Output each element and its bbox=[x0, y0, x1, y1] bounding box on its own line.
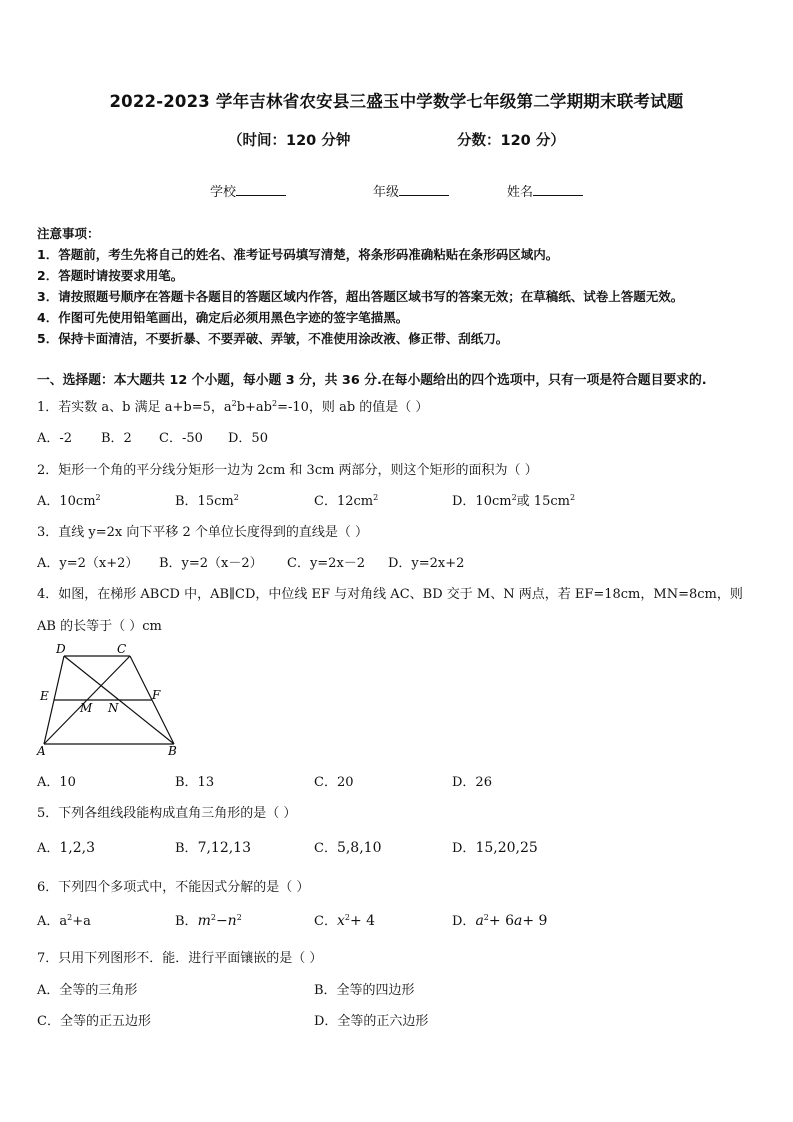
note-item: 2．答题时请按要求用笔。 bbox=[37, 268, 184, 283]
q6-sup: 2 bbox=[67, 913, 73, 922]
q6-c-x: x bbox=[336, 913, 345, 929]
question-3-stem: 3．直线 y=2x 向下平移 2 个单位长度得到的直线是（ ） bbox=[37, 525, 369, 540]
q2-sup: 2 bbox=[511, 493, 517, 502]
q6-prefix-d: D． bbox=[452, 914, 476, 929]
q6-a-rest: +a bbox=[72, 914, 91, 929]
q6-c-rest: + 4 bbox=[349, 913, 376, 929]
q6-prefix-a: A． bbox=[37, 914, 60, 929]
q1-option-c[interactable]: C．-50 bbox=[159, 431, 203, 446]
q5-value-b: 7,12,13 bbox=[197, 840, 251, 856]
q2-sup: 2 bbox=[95, 493, 101, 502]
q2-option-a-text: A．10cm bbox=[37, 494, 96, 509]
q5-option-b[interactable] bbox=[175, 837, 251, 856]
grade-blank bbox=[399, 183, 449, 196]
q5-value-a: 1,2,3 bbox=[59, 840, 96, 856]
label-c: C bbox=[117, 642, 127, 656]
q3-option-c[interactable]: C．y=2x－2 bbox=[287, 556, 366, 571]
name-blank bbox=[533, 183, 583, 196]
page-title: 2022-2023 学年吉林省农安县三盛玉中学数学七年级第二学期期末联考试题 bbox=[109, 92, 684, 111]
question-2-stem: 2．矩形一个角的平分线分矩形一边为 2cm 和 3cm 两部分，则这个矩形的面积为（ ） bbox=[37, 463, 538, 478]
q5-prefix-c: C． bbox=[314, 841, 337, 856]
q6-prefix-c: C． bbox=[314, 914, 337, 929]
q7-option-c[interactable]: C．全等的正五边形 bbox=[37, 1014, 151, 1029]
q3-option-d[interactable]: D．y=2x+2 bbox=[388, 556, 465, 571]
q5-option-d[interactable] bbox=[452, 837, 538, 856]
q6-b-minus: − bbox=[215, 913, 228, 929]
label-b: B bbox=[168, 744, 177, 758]
q4-option-c[interactable]: C．20 bbox=[314, 775, 354, 790]
q1-option-b[interactable]: B．2 bbox=[101, 431, 132, 446]
q6-d-a: a bbox=[475, 913, 484, 929]
trapezoid-figure bbox=[34, 640, 184, 760]
note-item: 4．作图可先使用铅笔画出，确定后必须用黑色字迹的签字笔描黑。 bbox=[37, 310, 409, 325]
q6-option-d[interactable] bbox=[452, 910, 547, 929]
q5-option-c[interactable] bbox=[314, 837, 381, 856]
q6-b-n: n bbox=[227, 913, 237, 929]
q2-option-d-text: D．10cm bbox=[452, 494, 512, 509]
q7-option-b[interactable]: B．全等的四边形 bbox=[314, 983, 415, 998]
q5-value-c: 5,8,10 bbox=[336, 840, 382, 856]
question-1-stem bbox=[37, 396, 428, 415]
notes-heading: 注意事项： bbox=[37, 226, 100, 241]
label-a: A bbox=[37, 744, 46, 758]
q6-option-a[interactable] bbox=[37, 910, 91, 929]
q6-d-rest: + 9 bbox=[522, 913, 548, 929]
q1-stem-b: b+ab bbox=[236, 400, 273, 415]
q6-b-m: m bbox=[197, 913, 211, 929]
q5-prefix-b: B． bbox=[175, 841, 198, 856]
q6-sup: 2 bbox=[344, 913, 350, 922]
section-heading: 一、选择题：本大题共 12 个小题，每小题 3 分，共 36 分.在每小题给出的四个选项中，只有一项是符合题目要求的. bbox=[37, 373, 707, 388]
q5-value-d: 15,20,25 bbox=[475, 840, 538, 856]
q2-option-d-text2: 或 15cm bbox=[516, 494, 570, 509]
q6-a-base: a bbox=[59, 914, 68, 929]
q1-option-d[interactable]: D．50 bbox=[228, 431, 268, 446]
q7-option-a[interactable]: A．全等的三角形 bbox=[37, 983, 138, 998]
note-item: 5．保持卡面清洁，不要折暴、不要弄破、弄皱，不准使用涂改液、修正带、刮纸刀。 bbox=[37, 331, 509, 346]
q6-prefix-b: B． bbox=[175, 914, 198, 929]
q6-d-mid: + 6 bbox=[488, 913, 514, 929]
note-item: 1．答题前，考生先将自己的姓名、准考证号码填写清楚，将条形码准确粘贴在条形码区域内。 bbox=[37, 247, 559, 262]
label-d: D bbox=[56, 642, 66, 656]
note-item: 3．请按照题号顺序在答题卡各题目的答题区域内作答，超出答题区域书写的答案无效；在草稿纸、试卷上答题无效。 bbox=[37, 289, 684, 304]
label-n: N bbox=[108, 701, 119, 715]
exam-time: （时间：120 分钟 bbox=[228, 133, 351, 149]
q2-option-c[interactable] bbox=[314, 490, 378, 509]
q6-sup: 2 bbox=[210, 913, 216, 922]
school-label: 学校 bbox=[210, 185, 237, 200]
question-4-stem-cont: AB 的长等于（ ）cm bbox=[37, 619, 162, 634]
question-7-stem: 7．只用下列图形不．能．进行平面镶嵌的是（ ） bbox=[37, 951, 323, 966]
q5-option-a[interactable] bbox=[37, 837, 95, 856]
q1-sup: 2 bbox=[231, 399, 237, 408]
q2-option-b-text: B．15cm bbox=[175, 494, 234, 509]
q1-sup: 2 bbox=[272, 399, 278, 408]
q4-option-b[interactable]: B．13 bbox=[175, 775, 215, 790]
label-e: E bbox=[40, 689, 49, 703]
q6-sup: 2 bbox=[236, 913, 242, 922]
q3-option-b[interactable]: B．y=2（x－2） bbox=[159, 556, 263, 571]
school-blank bbox=[236, 183, 286, 196]
q2-sup: 2 bbox=[569, 493, 576, 502]
q6-option-b[interactable] bbox=[175, 910, 242, 929]
exam-score: 分数：120 分） bbox=[457, 133, 565, 149]
label-f: F bbox=[152, 688, 161, 702]
grade-field bbox=[373, 181, 449, 200]
label-m: M bbox=[80, 701, 93, 715]
q6-option-c[interactable] bbox=[314, 910, 375, 929]
q5-prefix-d: D． bbox=[452, 841, 476, 856]
q6-d-a2: a bbox=[513, 913, 523, 929]
q1-option-a[interactable]: A．-2 bbox=[37, 431, 73, 446]
school-field bbox=[210, 181, 286, 200]
name-field bbox=[507, 181, 583, 200]
q6-sup: 2 bbox=[483, 913, 489, 922]
question-4-stem: 4．如图，在梯形 ABCD 中，AB∥CD，中位线 EF 与对角线 AC、BD 交于 M、N 两点，若 EF=18cm，MN=8cm，则 bbox=[37, 587, 743, 602]
q4-option-d[interactable]: D．26 bbox=[452, 775, 492, 790]
q2-option-c-text: C．12cm bbox=[314, 494, 374, 509]
q2-option-a[interactable] bbox=[37, 490, 101, 509]
grade-label: 年级 bbox=[373, 185, 400, 200]
question-6-stem: 6．下列四个多项式中，不能因式分解的是（ ） bbox=[37, 880, 310, 895]
q5-prefix-a: A． bbox=[37, 841, 60, 856]
q2-option-b[interactable] bbox=[175, 490, 239, 509]
q2-option-d[interactable] bbox=[452, 490, 575, 509]
q7-option-d[interactable]: D．全等的正六边形 bbox=[314, 1014, 429, 1029]
question-5-stem: 5．下列各组线段能构成直角三角形的是（ ） bbox=[37, 806, 297, 821]
name-label: 姓名 bbox=[507, 185, 534, 200]
q1-stem-a: 1．若实数 a、b 满足 a+b=5，a bbox=[37, 400, 232, 415]
q4-option-a[interactable]: A．10 bbox=[37, 775, 76, 790]
q3-option-a[interactable]: A．y=2（x+2） bbox=[37, 556, 139, 571]
q2-sup: 2 bbox=[373, 493, 379, 502]
q1-stem-c: =-10，则 ab 的值是（ ） bbox=[277, 400, 429, 415]
q2-sup: 2 bbox=[233, 493, 239, 502]
